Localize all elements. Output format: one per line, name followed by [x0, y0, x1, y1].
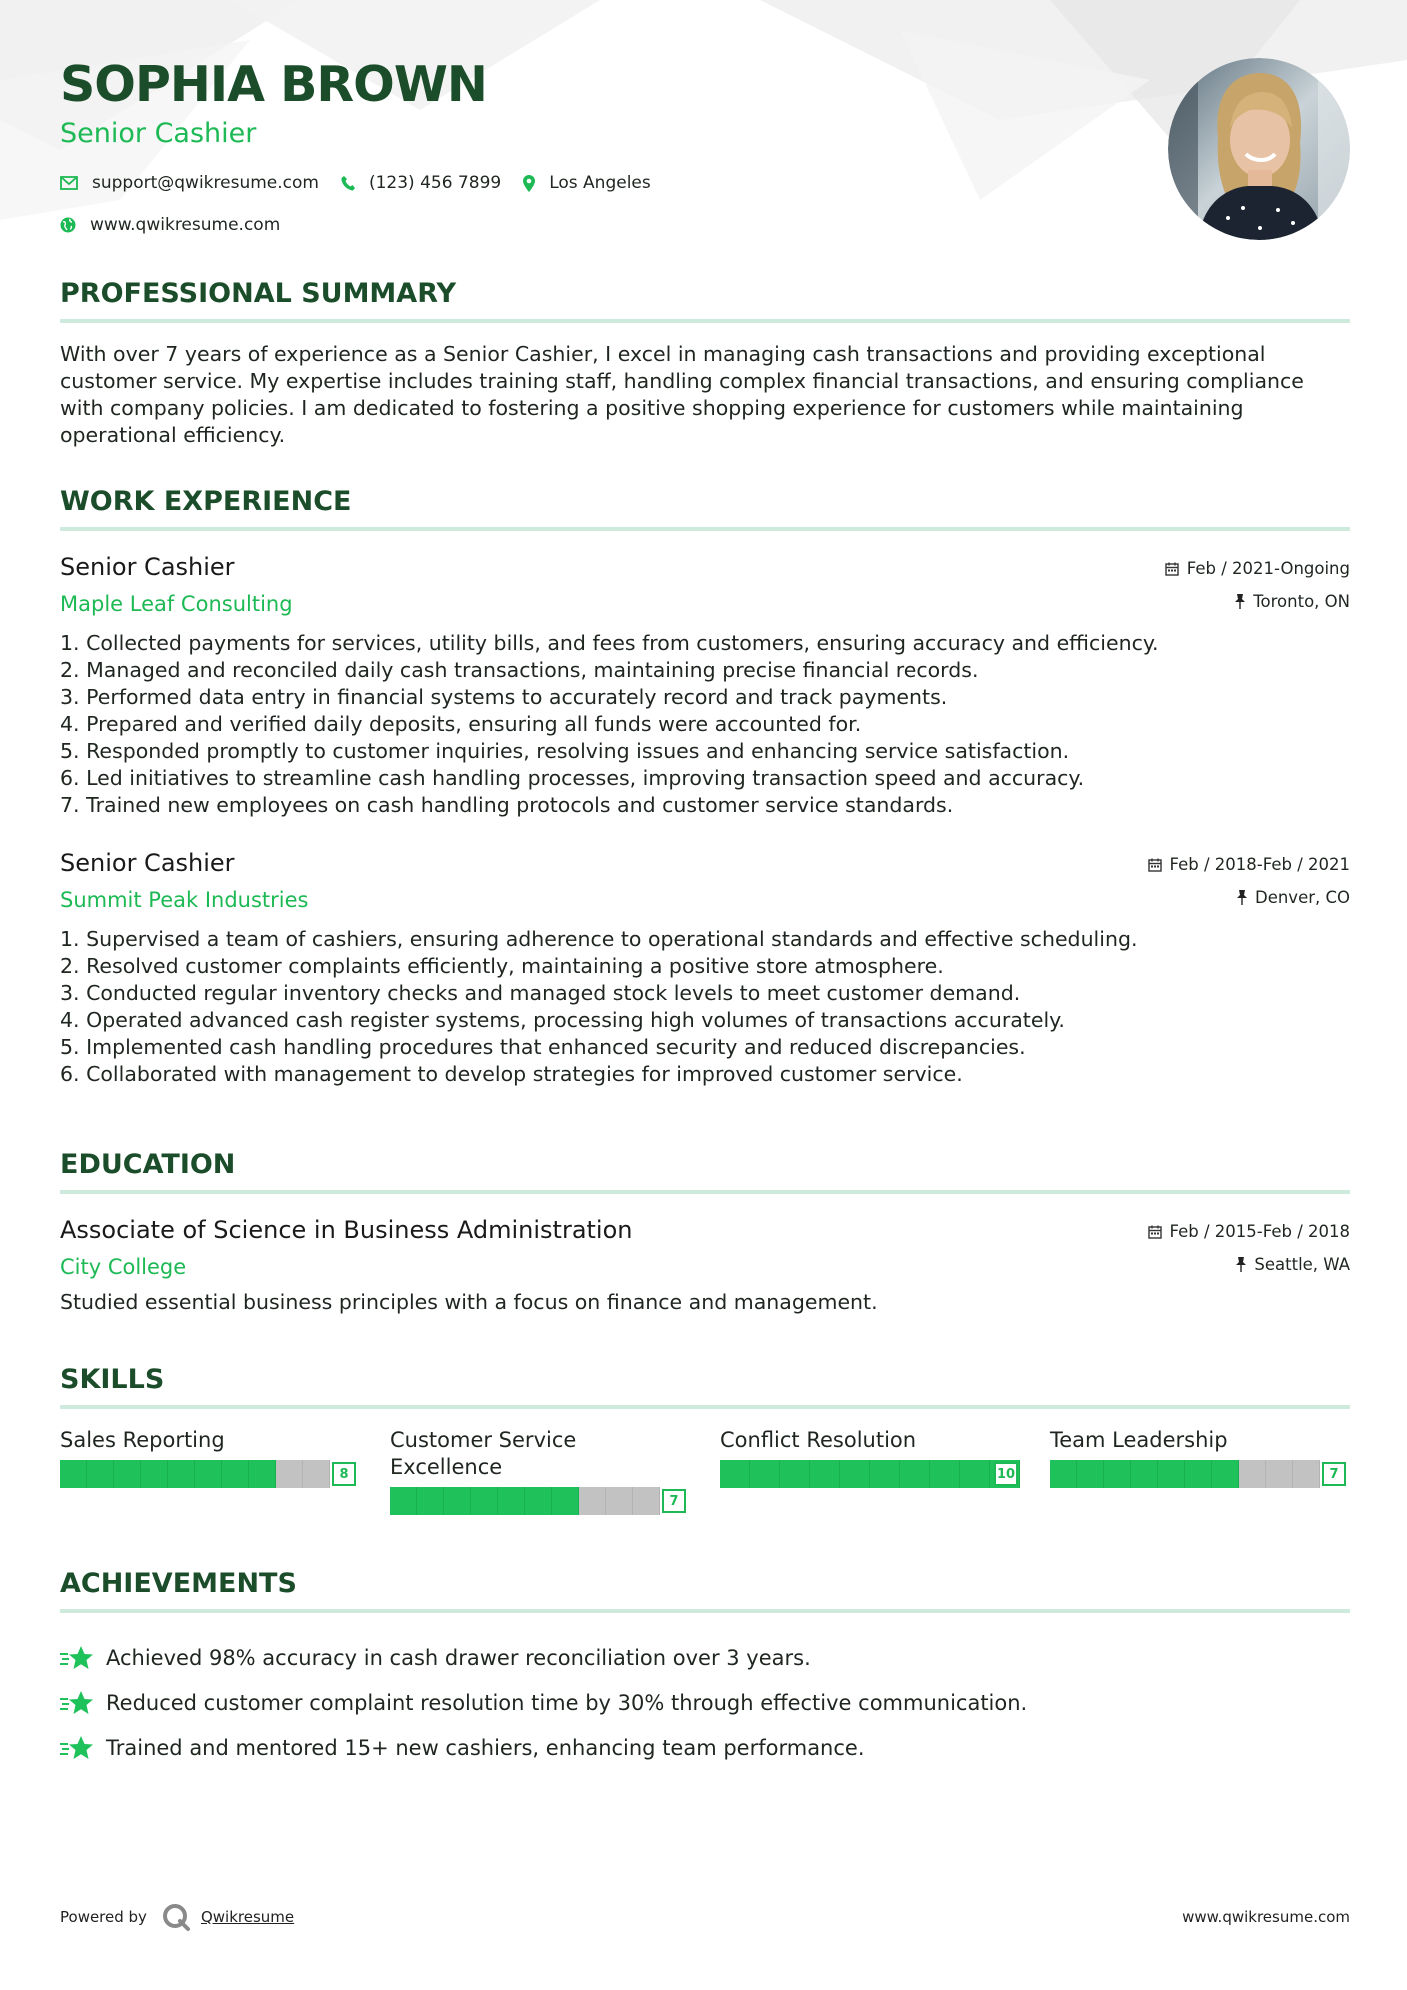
- website-text: www.qwikresume.com: [90, 215, 281, 235]
- section-title: ACHIEVEMENTS: [60, 1568, 297, 1599]
- job-dates: [1165, 559, 1350, 578]
- pushpin-icon: [1237, 890, 1247, 905]
- list-item: 3. Conducted regular inventory checks and managed stock levels to meet customer demand.: [60, 981, 1021, 1005]
- degree-title: Associate of Science in Business Administration: [60, 1216, 633, 1244]
- list-item: 4. Operated advanced cash register systems, processing high volumes of transactions accurately.: [60, 1008, 1065, 1032]
- skill-bar-segment: [222, 1460, 249, 1488]
- calendar-icon: [1148, 858, 1162, 872]
- achievement-text: Achieved 98% accuracy in cash drawer reconciliation over 3 years.: [106, 1645, 811, 1670]
- skill-bar-segment: [249, 1460, 276, 1488]
- skill-bar-segment: [960, 1460, 990, 1488]
- skill-bar: [390, 1487, 660, 1515]
- skill-bar-segment: [417, 1487, 444, 1515]
- section-divider: [60, 527, 1350, 531]
- resume-page: [60, 0, 1350, 1760]
- skill-score: 7: [1322, 1462, 1346, 1486]
- list-item: 1. Collected payments for services, utility bills, and fees from customers, ensuring accuracy and efficiency.: [60, 631, 1159, 655]
- skill-bar-segment: [1158, 1460, 1185, 1488]
- phone-text: (123) 456 7899: [368, 173, 502, 193]
- skill-meter: [390, 1487, 690, 1515]
- list-item: 2. Managed and reconciled daily cash transactions, maintaining precise financial records.: [60, 658, 979, 682]
- achievement-item: [60, 1725, 1350, 1770]
- list-item: 3. Performed data entry in financial systems to accurately record and track payments.: [60, 685, 948, 709]
- footer-website[interactable]: www.qwikresume.com: [1182, 1908, 1350, 1926]
- skill-name: Sales Reporting: [60, 1428, 225, 1452]
- skill-meter: [60, 1460, 360, 1488]
- skill-bar-segment: [900, 1460, 930, 1488]
- star-icon: [60, 1645, 94, 1671]
- section-divider: [60, 1405, 1350, 1409]
- job-location-text: Denver, CO: [1254, 888, 1350, 907]
- achievement-list: [60, 1635, 1350, 1770]
- skill-bar-segment: [141, 1460, 168, 1488]
- job-company: Maple Leaf Consulting: [60, 592, 293, 616]
- resume-header: [60, 0, 1350, 250]
- skill-meter: [1050, 1460, 1350, 1488]
- skill-meter: [720, 1460, 1020, 1488]
- contact-location: [523, 173, 651, 193]
- list-item: 5. Responded promptly to customer inquiries, resolving issues and enhancing service satisfaction.: [60, 739, 1070, 763]
- skills-row: [60, 1427, 1350, 1515]
- contact-email[interactable]: [60, 173, 319, 193]
- list-item: 7. Trained new employees on cash handling protocols and customer service standards.: [60, 793, 954, 817]
- email-text: support@qwikresume.com: [92, 173, 319, 193]
- contact-row: [60, 215, 302, 235]
- skill-score: 7: [662, 1489, 686, 1513]
- skill-bar-segment: [552, 1487, 579, 1515]
- skill-bar: [60, 1460, 330, 1488]
- skill-bar-segment: [525, 1487, 552, 1515]
- pushpin-icon: [1236, 1257, 1246, 1272]
- summary-text: With over 7 years of experience as a Senior Cashier, I excel in managing cash transactions and providing exceptional customer service. My expertise includes training staff, handling complex financial transactions, and ensuring compliance with company policies. I am dedicated to fostering a positive shopping experience for customers while maintaining operational efficiency.: [60, 342, 1304, 447]
- skill-item: [1050, 1427, 1350, 1515]
- skill-bar-segment: [276, 1460, 303, 1488]
- education-entry: [60, 1216, 1350, 1316]
- skill-bar-segment: [750, 1460, 780, 1488]
- section-title: PROFESSIONAL SUMMARY: [60, 278, 457, 309]
- skill-bar-segment: [1185, 1460, 1212, 1488]
- envelope-icon: [60, 176, 78, 190]
- section-title: WORK EXPERIENCE: [60, 486, 352, 517]
- skill-bar-segment: [1104, 1460, 1131, 1488]
- achievement-item: [60, 1635, 1350, 1680]
- list-item: 5. Implemented cash handling procedures that enhanced security and reduced discrepancies.: [60, 1035, 1026, 1059]
- list-item: 6. Collaborated with management to develop strategies for improved customer service.: [60, 1062, 963, 1086]
- skill-bar-segment: [840, 1460, 870, 1488]
- job-location: [1237, 888, 1350, 907]
- candidate-role: Senior Cashier: [60, 118, 257, 149]
- qwikresume-logo-icon: [161, 1902, 191, 1932]
- pushpin-icon: [1235, 594, 1245, 609]
- skill-bar-segment: [780, 1460, 810, 1488]
- skill-bar-segment: [1266, 1460, 1293, 1488]
- education-location: [1236, 1255, 1350, 1274]
- contact-website[interactable]: [60, 215, 280, 235]
- list-item: 6. Led initiatives to streamline cash handling processes, improving transaction speed and accuracy.: [60, 766, 1085, 790]
- skill-bar-segment: [930, 1460, 960, 1488]
- contact-row: [60, 173, 673, 193]
- map-pin-icon: [523, 175, 535, 192]
- list-item: 1. Supervised a team of cashiers, ensuring adherence to operational standards and effective scheduling.: [60, 927, 1138, 951]
- section-work-experience: [60, 486, 1350, 1088]
- education-description: Studied essential business principles with a focus on finance and management.: [60, 1290, 878, 1314]
- section-title: EDUCATION: [60, 1149, 236, 1180]
- powered-by-text: Powered by: [60, 1908, 147, 1926]
- job-bullets: [60, 630, 1350, 819]
- section-achievements: [60, 1568, 1350, 1770]
- location-text: Los Angeles: [549, 173, 651, 193]
- skill-bar-segment: [471, 1487, 498, 1515]
- skill-score: 8: [332, 1462, 356, 1486]
- job-location-text: Toronto, ON: [1253, 592, 1350, 611]
- skill-bar-segment: [114, 1460, 141, 1488]
- section-education: [60, 1149, 1350, 1316]
- list-item: 2. Resolved customer complaints efficiently, maintaining a positive store atmosphere.: [60, 954, 944, 978]
- job-location: [1235, 592, 1350, 611]
- achievement-text: Trained and mentored 15+ new cashiers, enhancing team performance.: [106, 1735, 865, 1760]
- job-entry: [60, 849, 1350, 1088]
- skill-bar-segment: [303, 1460, 330, 1488]
- page-footer: [60, 1899, 1350, 1935]
- skill-bar: [1050, 1460, 1320, 1488]
- skill-bar-segment: [444, 1487, 471, 1515]
- skill-bar-segment: [579, 1487, 606, 1515]
- education-location-text: Seattle, WA: [1254, 1255, 1350, 1274]
- skill-name: Team Leadership: [1050, 1428, 1228, 1452]
- skill-bar-segment: [870, 1460, 900, 1488]
- job-dates: [1148, 855, 1350, 874]
- skill-bar-segment: [87, 1460, 114, 1488]
- skill-name: Conflict Resolution: [720, 1428, 917, 1452]
- skill-bar: [720, 1460, 1020, 1488]
- section-divider: [60, 319, 1350, 323]
- skill-bar-segment: [606, 1487, 633, 1515]
- calendar-icon: [1148, 1225, 1162, 1239]
- job-title: Senior Cashier: [60, 553, 235, 581]
- job-dates-text: Feb / 2021-Ongoing: [1186, 559, 1350, 578]
- skill-bar-segment: [810, 1460, 840, 1488]
- star-icon: [60, 1690, 94, 1716]
- education-dates-text: Feb / 2015-Feb / 2018: [1169, 1222, 1350, 1241]
- profile-photo: [1168, 58, 1350, 240]
- skill-name: Customer Service Excellence: [390, 1428, 577, 1479]
- skill-item: [60, 1427, 360, 1515]
- skill-bar-segment: [1293, 1460, 1320, 1488]
- calendar-icon: [1165, 562, 1179, 576]
- skill-bar-segment: [1212, 1460, 1239, 1488]
- skill-bar-segment: [168, 1460, 195, 1488]
- achievement-item: [60, 1680, 1350, 1725]
- skill-bar-segment: [720, 1460, 750, 1488]
- skill-item: [390, 1427, 690, 1515]
- skill-bar-segment: [195, 1460, 222, 1488]
- section-divider: [60, 1190, 1350, 1194]
- section-divider: [60, 1609, 1350, 1613]
- globe-icon: [60, 217, 76, 233]
- job-title: Senior Cashier: [60, 849, 235, 877]
- section-skills: [60, 1364, 1350, 1515]
- job-company: Summit Peak Industries: [60, 888, 309, 912]
- skill-bar-segment: [1131, 1460, 1158, 1488]
- skill-bar-segment: [1077, 1460, 1104, 1488]
- star-icon: [60, 1735, 94, 1761]
- education-dates: [1148, 1222, 1350, 1241]
- job-entry: [60, 553, 1350, 819]
- section-professional-summary: [60, 278, 1350, 449]
- qwikresume-link[interactable]: Qwikresume: [200, 1908, 295, 1926]
- skill-bar-segment: [390, 1487, 417, 1515]
- contact-phone[interactable]: [341, 173, 501, 193]
- skill-bar-segment: [498, 1487, 525, 1515]
- section-title: SKILLS: [60, 1364, 165, 1395]
- skill-bar-segment: [633, 1487, 660, 1515]
- school-name: City College: [60, 1255, 187, 1279]
- job-dates-text: Feb / 2018-Feb / 2021: [1169, 855, 1350, 874]
- skill-bar-segment: [1239, 1460, 1266, 1488]
- candidate-name: SOPHIA BROWN: [60, 56, 487, 113]
- skill-score: 10: [994, 1462, 1018, 1486]
- list-item: 4. Prepared and verified daily deposits, ensuring all funds were accounted for.: [60, 712, 862, 736]
- skill-item: [720, 1427, 1020, 1515]
- skill-bar-segment: [60, 1460, 87, 1488]
- achievement-text: Reduced customer complaint resolution time by 30% through effective communication.: [106, 1690, 1028, 1715]
- phone-icon: [341, 175, 355, 191]
- skill-bar-segment: [1050, 1460, 1077, 1488]
- job-bullets: [60, 926, 1350, 1088]
